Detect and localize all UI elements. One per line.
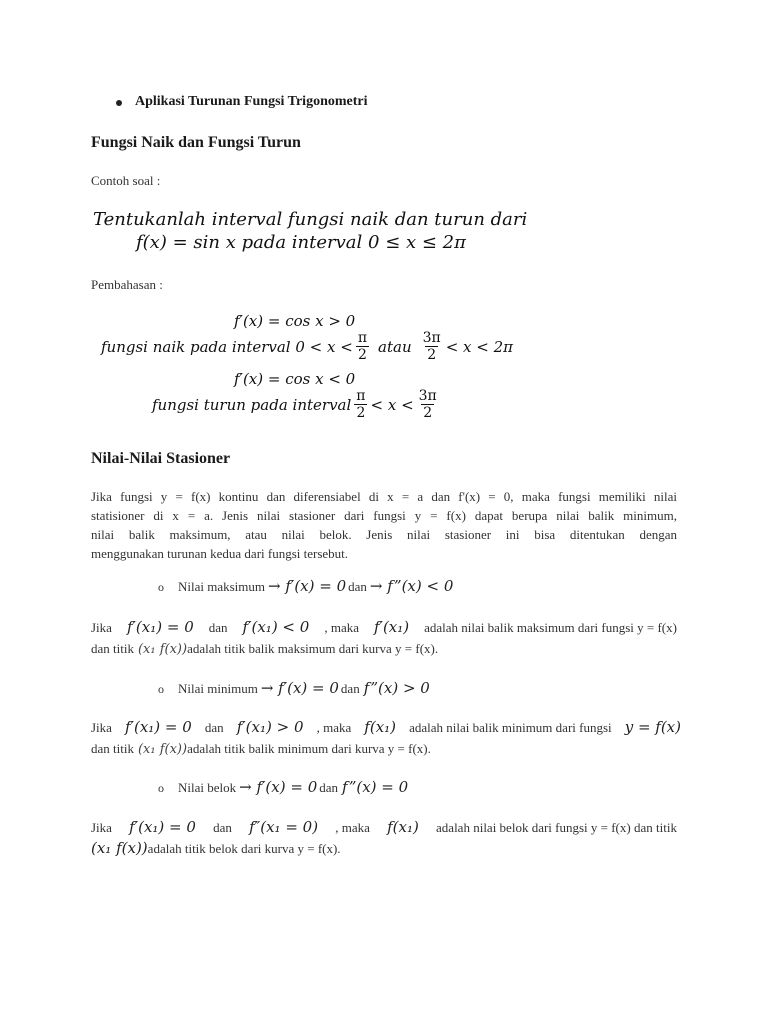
contoh-label: Contoh soal : (91, 173, 161, 188)
math-point: (x₁ f(x)) (137, 742, 188, 757)
fraction-3pi-over-2 (421, 330, 443, 363)
paragraph-belok-line-2 (91, 839, 677, 858)
text-dan: dan (208, 620, 228, 635)
intro-line-1: Jika fungsi y = f(x) kontinu dan diferensiabel di x = a dan f'(x) = 0, maka fungsi memiliki nilai (91, 489, 677, 504)
text-dan-titik: dan titik (91, 641, 134, 656)
problem-line-1: Tentukanlah interval fungsi naik dan turun dari (93, 209, 528, 230)
item-label: Nilai minimum (178, 681, 258, 696)
item-condition-2: → f”(x) < 0 (369, 577, 454, 595)
math-f-prime-x1-lt-0: f′(x₁) < 0 (242, 618, 310, 636)
paragraph-maksimum-line-1 (91, 618, 677, 637)
paragraph-minimum (91, 718, 681, 759)
fraction-denominator: 2 (356, 405, 366, 421)
item-condition-1: → f′(x) = 0 (260, 679, 339, 697)
text-maka: , maka (335, 820, 370, 835)
text-maka: , maka (324, 620, 359, 635)
list-marker: o (158, 781, 164, 795)
item-condition-2: f”(x) = 0 (342, 778, 409, 796)
math-f-x1: f(x₁) (364, 718, 397, 736)
text-rest-1: adalah nilai belok dari fungsi y = f(x) dan titik (436, 820, 677, 835)
list-item-nilai-minimum (158, 679, 430, 699)
intro-line-4: menggunakan turunan kedua dari fungsi tersebut. (91, 546, 349, 561)
item-label: Nilai belok (178, 780, 237, 795)
paragraph-maksimum-line-2 (91, 639, 677, 659)
solution-line-2-prefix: fungsi naik pada interval 0 < x < (101, 337, 353, 356)
fraction-numerator: π (356, 388, 366, 404)
math-f-prime-x1-eq-0: f′(x₁) = 0 (125, 718, 192, 736)
fraction-pi-over-2 (356, 330, 369, 363)
text-rest-2: adalah titik belok dari kurva y = f(x). (147, 841, 341, 856)
math-point: (x₁ f(x)) (137, 642, 188, 657)
math-f-double-prime: f″(x₁ = 0) (249, 818, 319, 836)
text-jika: Jika (91, 720, 112, 735)
fraction-numerator: 3π (422, 330, 441, 346)
text-maka: , maka (316, 720, 352, 735)
text-rest-2: adalah titik balik minimum dari kurva y = f(x). (187, 741, 431, 756)
text-jika: Jika (91, 820, 112, 835)
solution-line-2 (101, 330, 513, 363)
math-f-prime-x1-eq-0: f′(x₁) = 0 (126, 618, 194, 636)
text-rest-1: adalah nilai balik minimum dari fungsi (409, 720, 612, 735)
bullet-heading: Aplikasi Turunan Fungsi Trigonometri (135, 94, 368, 109)
solution-line-4 (152, 388, 442, 421)
fraction-numerator: π (357, 330, 368, 346)
list-marker: o (158, 682, 164, 696)
text-dan: dan (204, 720, 224, 735)
fraction-numerator: 3π (418, 388, 437, 404)
bullet-icon (116, 100, 122, 106)
problem-line-2: f(x) = sin x pada interval 0 ≤ x ≤ 2π (136, 232, 466, 253)
solution-line-3: f′(x) = cos x < 0 (234, 370, 356, 388)
fraction-3pi-over-2 (417, 388, 439, 421)
item-dan: dan (340, 681, 360, 696)
intro-paragraph (91, 487, 677, 563)
paragraph-minimum-line-2 (91, 739, 681, 759)
solution-line-2-suffix: < x < 2π (445, 337, 514, 356)
text-rest-1: adalah nilai balik maksimum dari fungsi y = f(x) (424, 620, 677, 635)
math-f-x1: f(x₁) (387, 818, 419, 836)
solution-line-4-mid: < x < (370, 395, 414, 414)
math-y-eq-fx: y = f(x) (624, 718, 681, 736)
item-condition-2: f”(x) > 0 (363, 679, 430, 697)
list-marker: o (158, 580, 164, 594)
section-title-fungsi-naik-turun: Fungsi Naik dan Fungsi Turun (91, 134, 301, 151)
paragraph-belok (91, 818, 677, 858)
solution-line-2-mid: atau (378, 337, 412, 356)
math-f-prime-x1-eq-0: f′(x₁) = 0 (129, 818, 196, 836)
item-dan: dan (319, 780, 339, 795)
fraction-denominator: 2 (427, 347, 437, 363)
section-title-nilai-stasioner: Nilai-Nilai Stasioner (91, 450, 231, 467)
fraction-denominator: 2 (423, 405, 433, 421)
list-item-nilai-maksimum (158, 577, 453, 597)
intro-line-3: nilai balik maksimum, atau nilai belok. Jenis nilai stasioner ini bisa ditentukan dengan (91, 527, 677, 542)
text-jika: Jika (91, 620, 112, 635)
math-f-prime-x1-gt-0: f′(x₁) > 0 (236, 718, 304, 736)
math-f-prime-x1: f′(x₁) (373, 618, 410, 636)
text-dan-titik: dan titik (91, 741, 134, 756)
item-condition-1: → f′(x) = 0 (239, 778, 318, 796)
paragraph-belok-line-1 (91, 818, 677, 837)
paragraph-maksimum (91, 618, 677, 659)
text-dan: dan (213, 820, 232, 835)
list-item-nilai-belok (158, 778, 408, 798)
item-dan: dan (348, 579, 367, 594)
item-condition-1: → f′(x) = 0 (268, 577, 347, 595)
solution-line-4-prefix: fungsi turun pada interval (152, 395, 352, 414)
paragraph-minimum-line-1 (91, 718, 681, 737)
pembahasan-label: Pembahasan : (91, 277, 163, 292)
math-point: (x₁ f(x)) (91, 839, 148, 857)
intro-line-2: statisioner di x = a. Jenis nilai stasioner dari fungsi y = f(x) dapat berupa nilai balik minimum, (91, 508, 677, 523)
fraction-denominator: 2 (357, 347, 367, 363)
solution-line-1: f′(x) = cos x > 0 (234, 312, 356, 330)
item-label: Nilai maksimum (178, 579, 266, 594)
fraction-pi-over-2 (354, 388, 367, 421)
text-rest-2: adalah titik balik maksimum dari kurva y = f(x). (187, 641, 439, 656)
